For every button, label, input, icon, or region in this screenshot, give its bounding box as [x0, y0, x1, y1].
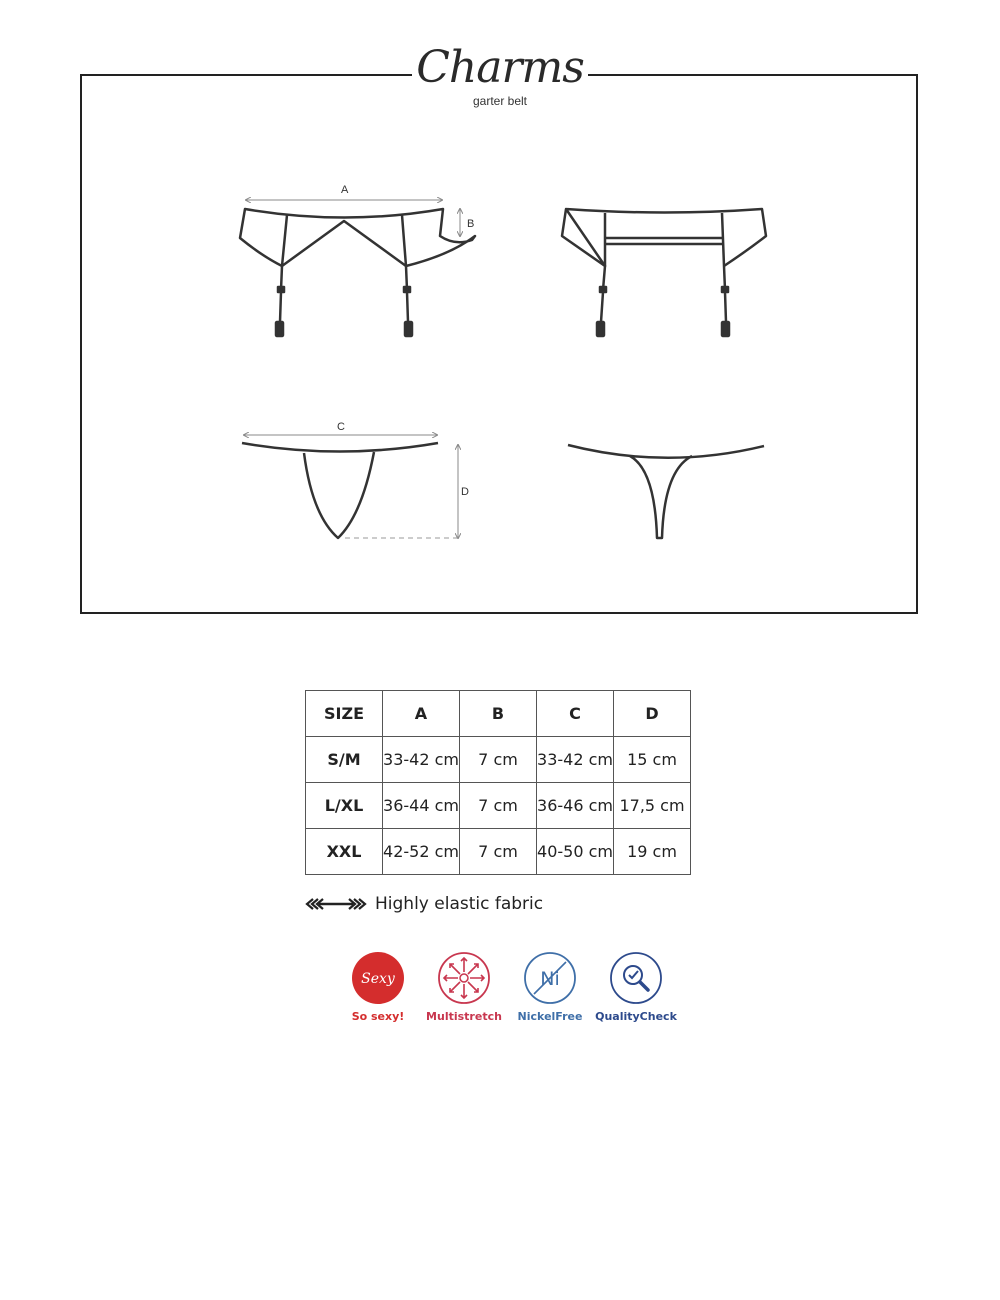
- table-cell: 7 cm: [460, 737, 537, 783]
- table-header-row: [306, 691, 691, 737]
- size-cell: L/XL: [306, 783, 383, 829]
- table-cell: 7 cm: [460, 783, 537, 829]
- nickel-free-icon: [522, 950, 578, 1006]
- badge-multistretch: [421, 950, 507, 1023]
- table-row: [306, 737, 691, 783]
- garter-belt-front: [240, 209, 475, 336]
- dimension-c: [244, 421, 437, 435]
- feature-badges: [335, 950, 679, 1023]
- column-header-b: B: [460, 691, 537, 737]
- badge-so-sexy: [335, 950, 421, 1023]
- table-cell: 42-52 cm: [383, 829, 460, 875]
- thong-back: [568, 445, 764, 538]
- dimension-a: [246, 184, 442, 200]
- quality-check-icon: [608, 950, 664, 1006]
- table-cell: 19 cm: [614, 829, 691, 875]
- table-cell: 33-42 cm: [537, 737, 614, 783]
- table-cell: 36-44 cm: [383, 783, 460, 829]
- table-row: [306, 829, 691, 875]
- dimension-a-label: A: [341, 184, 349, 196]
- dimension-c-label: C: [337, 421, 345, 433]
- badge-label: Multistretch: [426, 1010, 502, 1023]
- column-header-size: SIZE: [306, 691, 383, 737]
- table-cell: 33-42 cm: [383, 737, 460, 783]
- sexy-icon: [350, 950, 406, 1006]
- svg-text:Sexy: Sexy: [361, 971, 395, 987]
- elastic-fabric-note: [305, 890, 543, 918]
- dimension-b-label: B: [467, 218, 475, 230]
- column-header-d: D: [614, 691, 691, 737]
- badge-label: QualityCheck: [595, 1010, 677, 1023]
- table-cell: 7 cm: [460, 829, 537, 875]
- garter-belt-back: [562, 209, 766, 336]
- badge-quality-check: [593, 950, 679, 1023]
- column-header-a: A: [383, 691, 460, 737]
- brand-logo: Charms: [416, 42, 584, 93]
- table-cell: 40-50 cm: [537, 829, 614, 875]
- table-cell: 15 cm: [614, 737, 691, 783]
- size-cell: S/M: [306, 737, 383, 783]
- elastic-fabric-label: Highly elastic fabric: [375, 894, 544, 914]
- elastic-arrows-icon: [305, 896, 367, 912]
- size-table: [305, 690, 691, 875]
- badge-label: So sexy!: [351, 1010, 405, 1023]
- table-cell: 17,5 cm: [614, 783, 691, 829]
- svg-text:Ni: Ni: [540, 968, 560, 990]
- size-cell: XXL: [306, 829, 383, 875]
- product-subtitle: garter belt: [472, 94, 528, 108]
- technical-drawing: [0, 0, 1000, 640]
- table-cell: 36-46 cm: [537, 783, 614, 829]
- thong-front: [242, 443, 438, 538]
- dimension-b: [460, 209, 474, 236]
- multistretch-icon: [436, 950, 492, 1006]
- table-row: [306, 783, 691, 829]
- dimension-d-label: D: [461, 486, 469, 498]
- badge-nickel-free: [507, 950, 593, 1023]
- badge-label: NickelFree: [517, 1010, 583, 1023]
- column-header-c: C: [537, 691, 614, 737]
